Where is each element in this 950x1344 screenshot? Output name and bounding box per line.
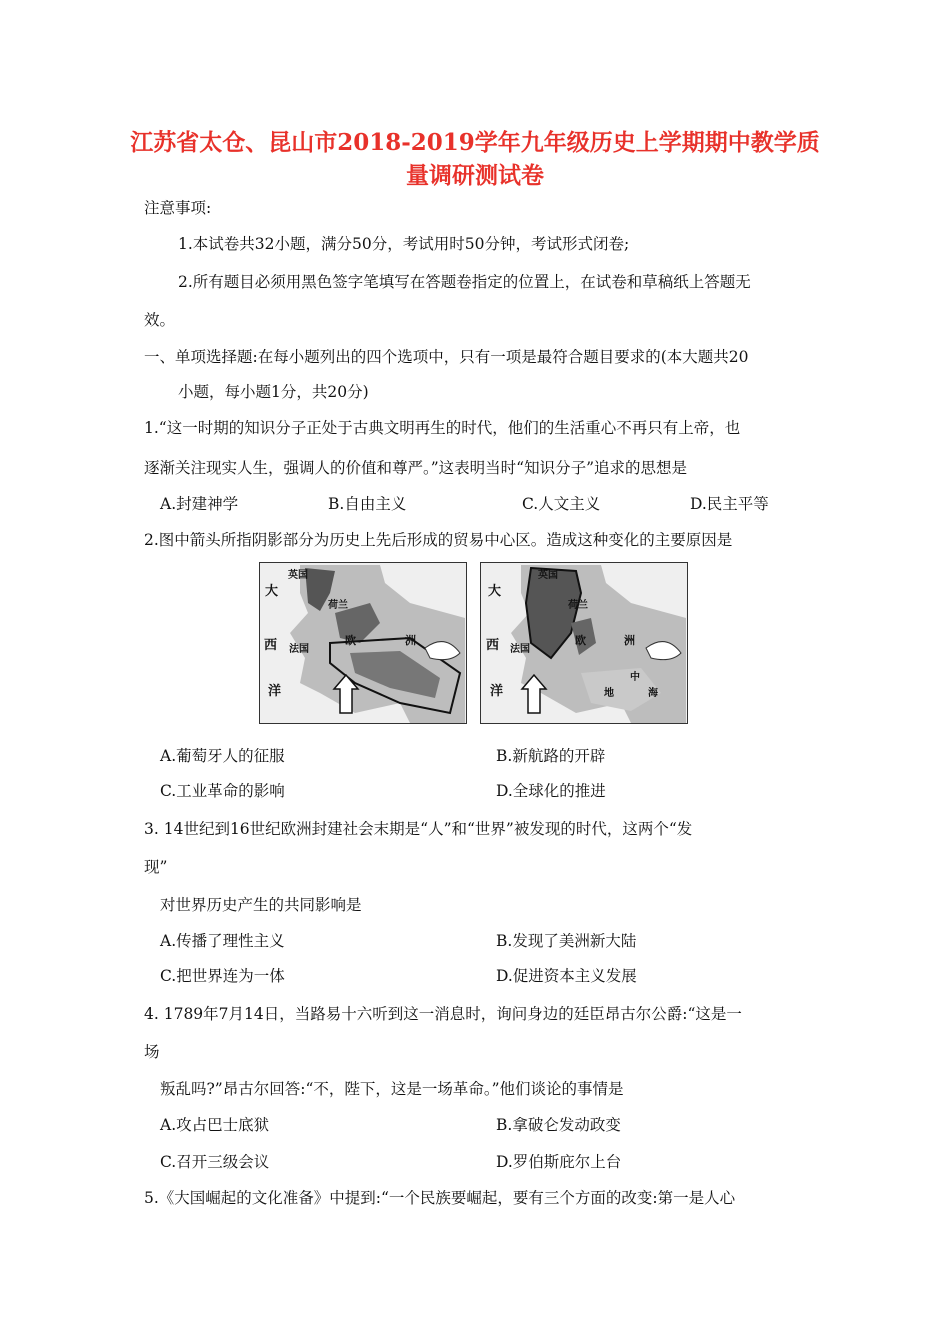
map-right-label-yang: 洋 (490, 684, 504, 699)
q3-option-b: B.发现了美洲新大陆 (496, 932, 637, 950)
document-title-line2: 量调研测试卷 (406, 162, 544, 189)
map-right-label-england: 英国 (538, 570, 558, 581)
map-left-label-england: 英国 (288, 570, 308, 581)
q1-option-d: D.民主平等 (690, 495, 769, 513)
question-3-stem: 3. 14世纪到16世纪欧洲封建社会末期是“人”和“世界”被发现的时代，这两个“发 (144, 820, 693, 838)
q4-option-d: D.罗伯斯庇尔上台 (496, 1153, 622, 1171)
map-right-label-netherlands: 荷兰 (568, 600, 588, 611)
section-heading-cont: 小题，每小题1分，共20分) (178, 383, 369, 401)
q2-option-c: C.工业革命的影响 (160, 782, 285, 800)
q2-option-a: A.葡萄牙人的征服 (160, 747, 285, 765)
map-left-label-ou: 欧 (345, 634, 356, 647)
q3-option-d: D.促进资本主义发展 (496, 967, 637, 985)
document-title-line1: 江苏省太仓、昆山市2018-2019学年九年级历史上学期期中教学质 (130, 129, 820, 156)
question-5-stem: 5.《大国崛起的文化准备》中提到:“一个民族要崛起，要有三个方面的改变:第一是人心 (144, 1189, 736, 1207)
question-4-stem-cont2: 叛乱吗?”昂古尔回答:“不，陛下，这是一场革命。”他们谈论的事情是 (160, 1080, 624, 1098)
q4-option-c: C.召开三级会议 (160, 1153, 270, 1171)
q1-option-a: A.封建神学 (160, 495, 239, 513)
question-4-stem: 4. 1789年7月14日，当路易十六听到这一消息时，询问身边的廷臣昂古尔公爵:“这是一 (144, 1005, 742, 1023)
map-left-label-xi: 西 (264, 638, 278, 653)
map-right-label-di: 地 (604, 688, 614, 699)
q2-option-b: B.新航路的开辟 (496, 747, 606, 765)
question-1-stem: 1.“这一时期的知识分子正处于古典文明再生的时代，他们的生活重心不再只有上帝，也 (144, 419, 741, 437)
q1-option-c: C.人文主义 (522, 495, 601, 513)
question-1-stem-cont: 逐渐关注现实人生，强调人的价值和尊严。”这表明当时“知识分子”追求的思想是 (144, 459, 688, 477)
map-right-label-hai: 海 (648, 688, 658, 699)
map-right-label-france: 法国 (510, 644, 530, 655)
map-left-label-da: 大 (265, 584, 279, 599)
map-right-label-zhou: 洲 (624, 634, 635, 647)
q3-option-c: C.把世界连为一体 (160, 967, 285, 985)
notice-item-2-cont: 效。 (144, 311, 176, 329)
map-right-label-ou: 欧 (575, 634, 586, 647)
section-heading: 一、单项选择题:在每小题列出的四个选项中，只有一项是最符合题目要求的(本大题共20 (144, 348, 749, 366)
question-3-stem-cont2: 对世界历史产生的共同影响是 (160, 896, 362, 914)
map-left-label-zhou: 洲 (405, 634, 416, 647)
question-4-stem-cont: 场 (144, 1043, 160, 1061)
question-3-stem-cont: 现” (144, 858, 168, 876)
map-left-label-france: 法国 (289, 644, 309, 655)
map-left-label-netherlands: 荷兰 (328, 600, 348, 611)
q2-option-d: D.全球化的推进 (496, 782, 606, 800)
map-right-label-xi: 西 (486, 638, 500, 653)
notice-heading: 注意事项: (144, 199, 212, 217)
notice-item-1: 1.本试卷共32小题，满分50分，考试用时50分钟，考试形式闭卷; (178, 235, 630, 253)
map-left-label-yang: 洋 (268, 684, 282, 699)
question-2-stem: 2.图中箭头所指阴影部分为历史上先后形成的贸易中心区。造成这种变化的主要原因是 (144, 531, 733, 549)
q4-option-a: A.攻占巴士底狱 (160, 1116, 270, 1134)
map-right-label-da: 大 (488, 584, 502, 599)
notice-item-2: 2.所有题目必须用黑色签字笔填写在答题卷指定的位置上，在试卷和草稿纸上答题无 (178, 273, 751, 291)
q3-option-a: A.传播了理性主义 (160, 932, 285, 950)
q4-option-b: B.拿破仑发动政变 (496, 1116, 621, 1134)
q1-option-b: B.自由主义 (328, 495, 407, 513)
map-right-label-zhong: 中 (630, 672, 640, 683)
